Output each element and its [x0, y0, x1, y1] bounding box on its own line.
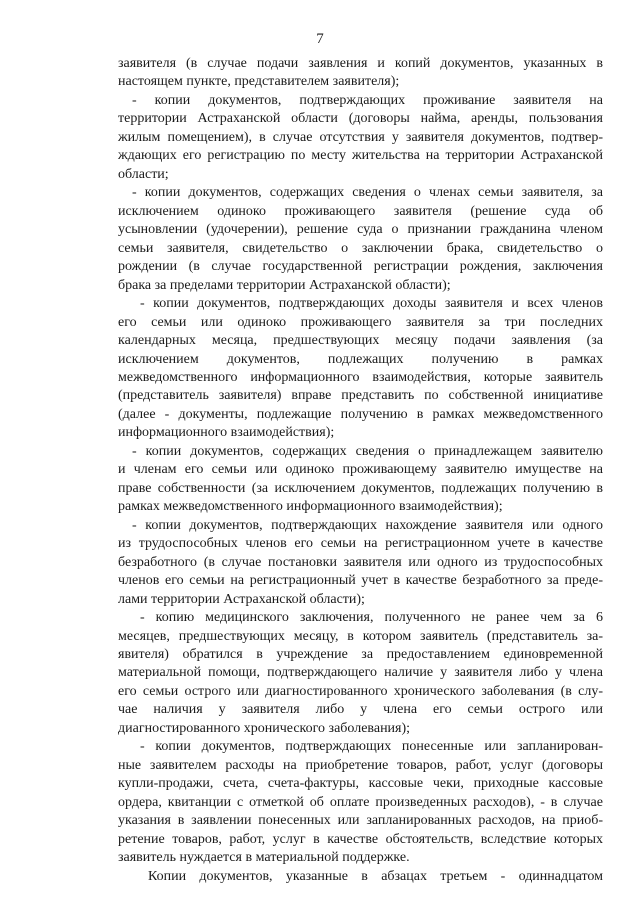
text-line: диагностированного хронического заболевания); [118, 720, 411, 736]
text-line: межведомственного информационного взаимодействия, которые заявитель [118, 369, 603, 385]
text-line: - копии документов, подтверждающих проживание заявителя на [132, 92, 603, 108]
text-line: территории Астраханской области (договоры найма, аренды, пользования [118, 111, 603, 127]
text-line: праве собственности (за исключением документов, подлежащих получению в [118, 480, 603, 496]
text-line: заявителя (в случае подачи заявления и копий документов, указанных в [118, 56, 603, 71]
text-line: месяцев, предшествующих месяцу, в котором заявитель (представитель за- [118, 628, 603, 644]
text-line: явителя) обратился в учреждение за предоставлением единовременной [118, 647, 603, 662]
text-line: указания в заявлении понесенных или запланированных расходов, на приоб- [118, 813, 603, 829]
text-line: усыновлении (удочерении), решение суда о признании гражданина членом [118, 222, 603, 238]
text-line: чае наличия у заявителя либо у члена его семьи острого или [118, 702, 603, 718]
text-line: информационного взаимодействия); [118, 425, 335, 441]
body-text [118, 55, 603, 886]
text-line: из трудоспособных членов его семьи на регистрационном учете в качестве [118, 536, 603, 552]
text-line: - копии документов, содержащих сведения о членах семьи заявителя, за [132, 185, 603, 201]
text-line: безработного (в случае постановки заявителя или одного из трудоспособных [118, 554, 603, 570]
text-line: области; [118, 166, 169, 182]
text-line: Копии документов, указанные в абзацах третьем - одиннадцатом [148, 868, 603, 884]
text-line: членов его семьи на регистрационный учет в качестве безработного за преде- [118, 573, 603, 589]
page-number: 7 [316, 31, 324, 47]
text-line: - копии документов, содержащих сведения о принадлежащем заявителю [132, 443, 603, 459]
text-line: (далее - документы, подлежащие получению в рамках межведомственного [118, 406, 603, 422]
text-line: ные заявителем расходы на приобретение товаров, работ, услуг (договоры [118, 757, 603, 773]
text-line: исключением документов, подлежащих получению в рамках [118, 351, 603, 367]
text-line: ретение товаров, работ, услуг в качестве обстоятельств, вследствие которых [118, 831, 603, 847]
text-line: - копии документов, подтверждающих понесенные или запланирован- [140, 739, 603, 755]
text-line: его семьи острого или диагностированного хронического заболевания (в слу- [118, 683, 603, 699]
text-line: календарных месяца, предшествующих месяцу подачи заявления (за [118, 333, 603, 349]
text-line: заявитель нуждается в материальной поддержке. [118, 850, 410, 866]
text-line: семьи заявителя, свидетельство о заключении брака, свидетельство о [118, 240, 603, 256]
text-line: материальной помощи, подтверждающего наличие у заявителя либо у члена [118, 665, 603, 681]
text-line: лами территории Астраханской области); [118, 591, 365, 607]
text-line: купли-продажи, счета, счета-фактуры, кассовые чеки, приходные кассовые [118, 776, 603, 792]
text-line: рождении (в случае государственной регистрации рождения, заключения [118, 259, 603, 275]
text-line: - копию медицинского заключения, полученного не ранее чем за 6 [140, 610, 603, 626]
text-line: исключением одиноко проживающего заявителя (решение суда об [118, 203, 603, 219]
text-line: рамках межведомственного информационного взаимодействия); [118, 499, 503, 515]
text-line: ждающих его регистрацию по месту жительства на территории Астраханской [118, 148, 603, 164]
text-line: - копии документов, подтверждающих нахождение заявителя или одного [132, 517, 603, 533]
text-line: (представитель заявителя) вправе представить по собственной инициативе [118, 388, 603, 404]
text-line: и членам его семьи или одиноко проживающему заявителю имуществе на [118, 462, 603, 478]
text-line: - копии документов, подтверждающих доходы заявителя и всех членов [140, 296, 603, 312]
text-line: брака за пределами территории Астраханской области); [118, 277, 451, 293]
text-line: жилым помещением), в случае отсутствия у заявителя документов, подтвер- [118, 129, 603, 145]
text-line: ордера, квитанции с отметкой об оплате произведенных расходов), - в случае [118, 794, 603, 810]
text-line: его семьи или одиноко проживающего заявителя за три последних [118, 314, 603, 330]
text-line: настоящем пункте, представителем заявителя); [118, 74, 400, 90]
